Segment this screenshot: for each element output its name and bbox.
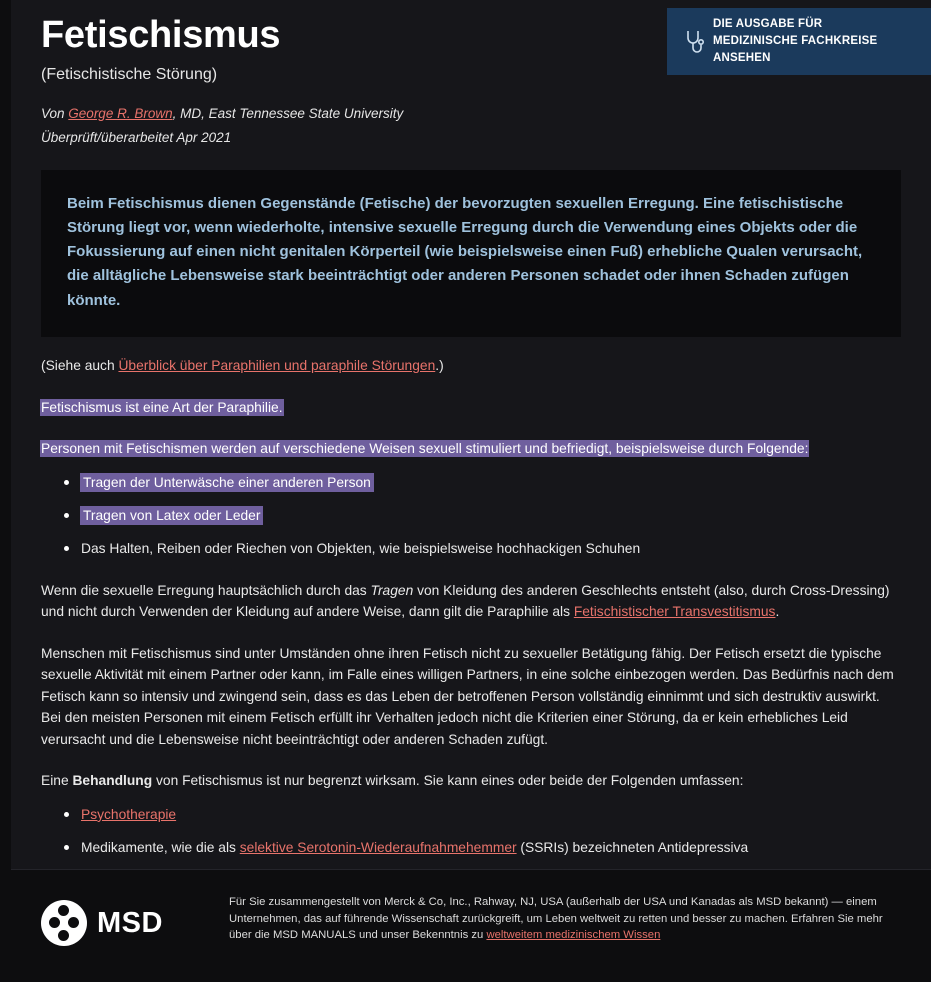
- author-affiliation: , MD, East Tennessee State University: [172, 105, 404, 121]
- msd-wordmark: MSD: [97, 906, 163, 939]
- treatment-text-b: von Fetischismus ist nur begrenzt wirksam. Sie kann eines oder beide der Folgenden umfassen:: [152, 773, 744, 789]
- treatment-text-a: Eine: [41, 773, 73, 789]
- list-item: [81, 804, 901, 825]
- msd-mark-icon: [41, 900, 87, 946]
- msd-dot-bottom: [58, 930, 69, 941]
- selected-text-list-intro: Personen mit Fetischismen werden auf verschiedene Weisen sexuell stimuliert und befriedigt, beispielsweise durch Folgende:: [41, 441, 809, 457]
- left-rail: [0, 0, 11, 982]
- footer-text: [229, 894, 901, 944]
- list-item-label: Tragen von Latex oder Leder: [83, 507, 261, 523]
- treatment-list: [41, 804, 901, 859]
- byline: [11, 84, 931, 121]
- selected-text-kind: Fetischismus ist eine Art der Paraphilie.: [41, 399, 283, 415]
- footer-text-a: Für Sie zusammengestellt von Merck & Co, Inc., Rahway, NJ, USA (außerhalb der USA und Kanadas als MSD bekannt) — einem Unternehmen, das auf führende Wissenschaft zurückgreift, um Leben weltweit zu retten und besser zu machen. Erfahren Sie mehr über die MSD MANUALS und unser Bekenntnis zu: [229, 896, 883, 942]
- treatment-bold: Behandlung: [72, 773, 153, 789]
- see-also-prefix: (Siehe auch: [41, 357, 119, 373]
- cross-text-a: Wenn die sexuelle Erregung hauptsächlich durch das: [41, 582, 371, 598]
- list-item: [81, 837, 901, 858]
- banner-line-2: MEDIZINISCHE FACHKREISE: [713, 35, 878, 48]
- footer-inner: [11, 870, 931, 946]
- reviewed-date: Überprüft/überarbeitet Apr 2021: [41, 129, 232, 145]
- key-points-box: [41, 170, 901, 337]
- professional-banner-text: [713, 16, 877, 66]
- author-link[interactable]: George R. Brown: [68, 105, 173, 121]
- list-item: [81, 538, 901, 559]
- byline-prefix: Von: [41, 105, 65, 121]
- global-medical-knowledge-link[interactable]: weltweitem medizinischem Wissen: [486, 929, 661, 942]
- medication-text-a: Medikamente, wie die als: [81, 840, 240, 856]
- paragraph-cross-dressing: [41, 580, 901, 623]
- paragraph-treatment: [41, 770, 901, 792]
- list-item: [81, 472, 901, 493]
- key-points-text: [67, 192, 875, 313]
- kp-bold-2: fetischistische Störung: [67, 194, 844, 236]
- page-title: Fetischismus: [41, 14, 281, 56]
- article-body: [11, 355, 931, 859]
- psychotherapy-link[interactable]: Psychotherapie: [81, 806, 177, 822]
- kp-part1: Beim: [67, 194, 108, 212]
- kp-part3: liegt vor, wenn wiederholte, intensive sexuelle Erregung durch die Verwendung eines Objekts oder die Fokussierung auf einen nicht genitalen Körperteil (wie beispielsweise einen Fuß) erhebliche Qualen verursacht, die alltägliche Lebensweise stark beeinträchtigt oder anderen Personen schadet oder ihnen Schaden zufügen könnte.: [67, 218, 863, 309]
- cross-text-c: .: [775, 604, 780, 620]
- medication-text-b: (SSRIs) bezeichneten Antidepressiva: [516, 840, 749, 856]
- professional-edition-banner[interactable]: [667, 8, 931, 75]
- stethoscope-icon: [681, 29, 707, 55]
- ssri-link[interactable]: selektive Serotonin-Wiederaufnahmehemmer: [239, 840, 517, 856]
- banner-line-3: ANSEHEN: [713, 51, 771, 64]
- stimulation-list: [41, 472, 901, 560]
- see-also-link[interactable]: Überblick über Paraphilien und paraphile Störungen: [118, 357, 436, 373]
- see-also-suffix: .): [435, 357, 444, 373]
- page-subtitle: (Fetischistische Störung): [41, 65, 218, 83]
- kp-part2: dienen Gegenstände (Fetische) der bevorzugten sexuellen Erregung. Eine: [203, 194, 739, 212]
- article-content: [11, 0, 931, 982]
- list-item-label: Das Halten, Reiben oder Riechen von Objekten, wie beispielsweise hochhackigen Schuhen: [81, 541, 641, 557]
- bottom-strip: [0, 964, 931, 982]
- see-also-paragraph: [41, 355, 901, 377]
- paragraph-description: Menschen mit Fetischismus sind unter Umständen ohne ihren Fetisch nicht zu sexueller Betätigung fähig. Der Fetisch ersetzt die typische sexuelle Aktivität mit einem Partner oder kann, im Falle eines willigen Partners, in eine solche einbezogen werden. Das Bedürfnis nach dem Fetisch kann so intensiv und zwingend sein, dass es das Leben der betroffenen Person vollständig einnimmt und sich destruktiv auswirkt. Bei den meisten Personen mit einem Fetisch erfüllt ihr Verhalten jedoch nicht die Kriterien einer Störung, da er kein erhebliches Leid verursacht und die Lebensweise nicht beeinträchtigt oder anderen Schaden zufügt.: [41, 645, 894, 747]
- cross-text-b: von Kleidung des anderen Geschlechts entsteht (also, durch Cross-Dressing) und nicht durch Verwenden der Kleidung auf andere Weise, dann gilt die Paraphilie als: [41, 582, 890, 620]
- list-item-label: Tragen der Unterwäsche einer anderen Person: [83, 474, 371, 490]
- paragraph-list-intro: [41, 438, 901, 460]
- list-item: [81, 505, 901, 526]
- msd-logo[interactable]: [41, 900, 221, 946]
- kp-bold-1: Fetischismus: [107, 194, 204, 212]
- msd-dot-top: [58, 905, 69, 916]
- transvestic-fetishism-link[interactable]: Fetischistischer Transvestitismus: [573, 604, 776, 620]
- banner-line-1: DIE AUSGABE FÜR: [713, 18, 823, 31]
- cross-text-emphasis: Tragen: [370, 582, 414, 598]
- paragraph-kind: [41, 397, 901, 419]
